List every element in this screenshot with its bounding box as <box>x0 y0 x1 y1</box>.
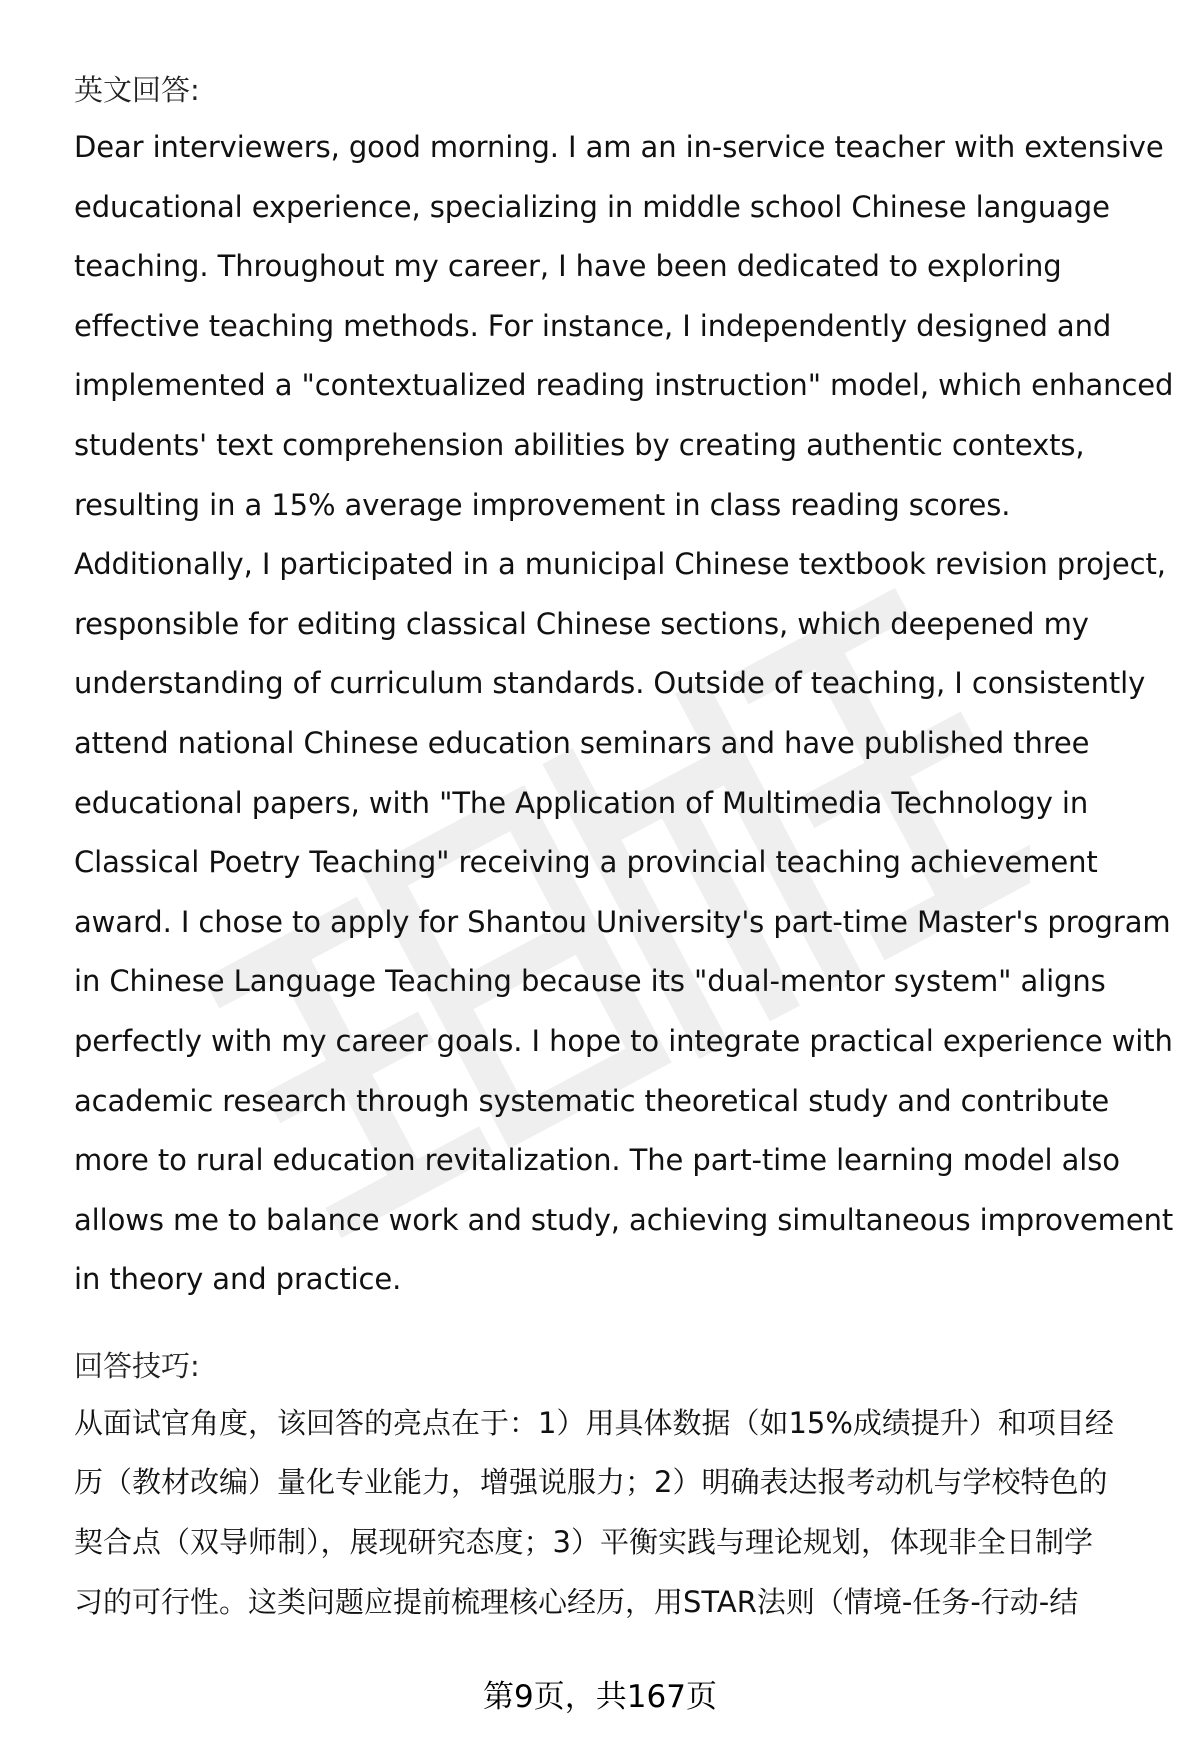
tips-line: 历（教材改编）量化专业能力，增强说服力；2）明确表达报考动机与学校特色的 <box>74 1465 1108 1500</box>
answer-line: understanding of curriculum standards. Outside of teaching, I consistently <box>74 666 1146 701</box>
tips-line: 从面试官角度，该回答的亮点在于：1）用具体数据（如15%成绩提升）和项目经 <box>74 1405 1114 1440</box>
answer-line: educational experience, specializing in middle school Chinese language <box>74 189 1110 224</box>
answer-line: Classical Poetry Teaching" receiving a provincial teaching achievement <box>74 845 1098 880</box>
answer-line: educational papers, with "The Application of Multimedia Technology in <box>74 785 1089 820</box>
answer-line: attend national Chinese education seminars and have published three <box>74 725 1090 760</box>
answer-line: resulting in a 15% average improvement in class reading scores. <box>74 487 1011 522</box>
tips-line: 习的可行性。这类问题应提前梳理核心经历，用STAR法则（情境-任务-行动-结 <box>74 1584 1079 1619</box>
content-area <box>74 62 1174 1632</box>
answer-line: perfectly with my career goals. I hope to integrate practical experience with <box>74 1023 1173 1058</box>
answer-line: implemented a "contextualized reading instruction" model, which enhanced <box>74 368 1174 403</box>
answer-line: award. I chose to apply for Shantou University's part-time Master's program <box>74 904 1171 939</box>
answer-line: in theory and practice. <box>74 1262 402 1297</box>
answer-tips <box>74 1394 1154 1632</box>
tips-label: 回答技巧: <box>74 1348 200 1383</box>
answer-line: students' text comprehension abilities by creating authentic contexts, <box>74 427 1085 462</box>
english-answer <box>74 118 1174 1310</box>
page-number: 第9页，共167页 <box>483 1679 717 1715</box>
answer-line: teaching. Throughout my career, I have been dedicated to exploring <box>74 249 1062 284</box>
answer-line: academic research through systematic theoretical study and contribute <box>74 1083 1110 1118</box>
answer-line: allows me to balance work and study, achieving simultaneous improvement <box>74 1202 1174 1237</box>
answer-line: responsible for editing classical Chinese sections, which deepened my <box>74 606 1089 641</box>
answer-line: more to rural education revitalization. The part-time learning model also <box>74 1143 1120 1178</box>
answer-line: in Chinese Language Teaching because its "dual-mentor system" aligns <box>74 964 1106 999</box>
answer-line: effective teaching methods. For instance, I independently designed and <box>74 308 1112 343</box>
answer-line: Additionally, I participated in a municipal Chinese textbook revision project, <box>74 547 1166 582</box>
tips-line: 契合点（双导师制），展现研究态度；3）平衡实践与理论规划，体现非全日制学 <box>74 1525 1093 1560</box>
answer-label: 英文回答: <box>74 73 200 107</box>
answer-line: Dear interviewers, good morning. I am an in-service teacher with extensive <box>74 130 1164 164</box>
